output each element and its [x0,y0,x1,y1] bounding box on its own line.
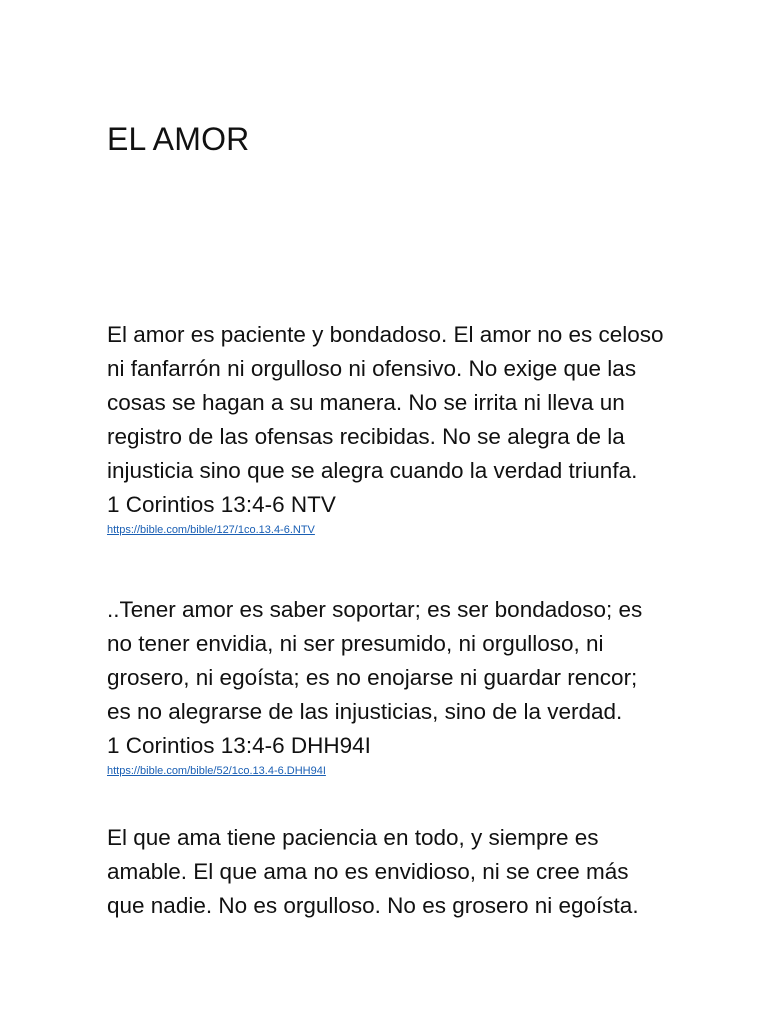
passage-dhh [107,593,667,779]
passage-text: El que ama tiene paciencia en todo, y siempre es amable. El que ama no es envidioso, ni se cree más que nadie. No es orgulloso. No es grosero ni egoísta. [107,825,639,918]
passage-link[interactable]: https://bible.com/bible/52/1co.13.4-6.DHH94I [107,765,326,777]
passage-ntv [107,318,667,538]
passage-reference: 1 Corintios 13:4-6 DHH94I [107,733,371,758]
passage-third [107,821,667,923]
passage-reference: 1 Corintios 13:4-6 NTV [107,492,336,517]
document-title: EL AMOR [107,121,250,157]
passage-text: El amor es paciente y bondadoso. El amor no es celoso ni fanfarrón ni orgulloso ni ofensivo. No exige que las cosas se hagan a su manera. No se irrita ni lleva un registro de las ofensas recibidas. No se alegra de la injusticia sino que se alegra cuando la verdad triunfa. [107,322,664,483]
passage-text: ..Tener amor es saber soportar; es ser bondadoso; es no tener envidia, ni ser presumido, ni orgulloso, ni grosero, ni egoísta; es no enojarse ni guardar rencor; es no alegrarse de las injusticias, sino de la verdad. [107,597,643,724]
passage-link[interactable]: https://bible.com/bible/127/1co.13.4-6.NTV [107,524,315,536]
